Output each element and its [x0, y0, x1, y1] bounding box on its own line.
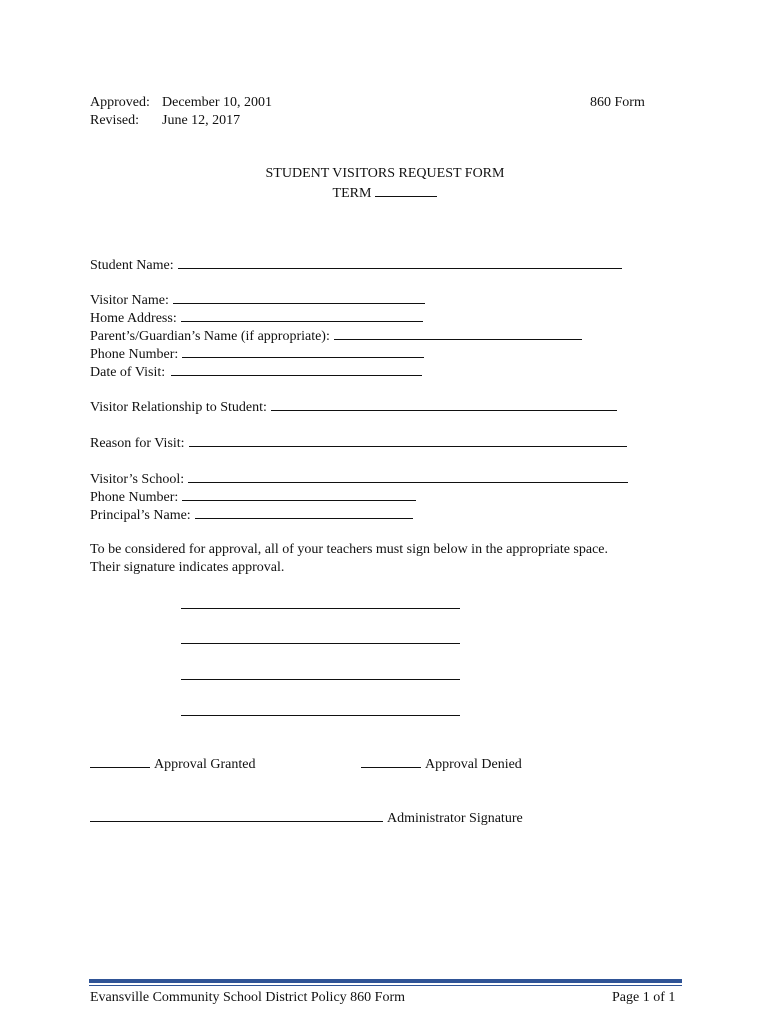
term-label: TERM [332, 186, 372, 201]
term-line [0, 183, 770, 203]
approval-denied-row [361, 754, 522, 774]
approval-denied-label: Approval Denied [425, 757, 522, 772]
approval-granted-field[interactable] [90, 754, 150, 768]
guardian-name-label: Parent’s/Guardian’s Name (if appropriate): [90, 329, 330, 344]
visitor-name-row [90, 290, 425, 310]
principal-name-row [90, 505, 413, 525]
relationship-row [90, 397, 617, 417]
reason-row [90, 433, 627, 453]
phone-number-field-1[interactable] [182, 344, 424, 358]
reason-field[interactable] [189, 433, 627, 447]
instructions-line-1: To be considered for approval, all of your teachers must sign below in the appropriate space. [90, 542, 609, 557]
relationship-field[interactable] [271, 397, 617, 411]
approved-date: December 10, 2001 [162, 95, 273, 110]
visitor-name-label: Visitor Name: [90, 293, 169, 308]
student-name-field[interactable] [178, 255, 622, 269]
teacher-signature-line-2[interactable] [181, 643, 460, 644]
home-address-row [90, 308, 423, 328]
phone-number-label-1: Phone Number: [90, 347, 179, 362]
home-address-field[interactable] [181, 308, 423, 322]
admin-signature-label: Administrator Signature [387, 811, 523, 826]
reason-label: Reason for Visit: [90, 436, 185, 451]
revised-date: June 12, 2017 [162, 113, 241, 128]
phone-number-label-2: Phone Number: [90, 490, 179, 505]
footer-page-number: Page 1 of 1 [612, 990, 676, 1005]
footer-policy: Evansville Community School District Policy 860 Form [90, 990, 405, 1005]
approval-denied-field[interactable] [361, 754, 421, 768]
form-title: STUDENT VISITORS REQUEST FORM [265, 166, 505, 181]
visitor-school-field[interactable] [188, 469, 628, 483]
phone-number-field-2[interactable] [182, 487, 416, 501]
revised-label: Revised: [90, 113, 139, 128]
home-address-label: Home Address: [90, 311, 177, 326]
phone-number-row-2 [90, 487, 416, 507]
term-field[interactable] [375, 183, 437, 197]
teacher-signature-line-1[interactable] [181, 608, 460, 609]
principal-name-field[interactable] [195, 505, 413, 519]
admin-signature-field[interactable] [90, 808, 383, 822]
visitor-school-label: Visitor’s School: [90, 472, 185, 487]
principal-name-label: Principal’s Name: [90, 508, 191, 523]
teacher-signature-line-3[interactable] [181, 679, 460, 680]
admin-signature-row [90, 808, 523, 828]
approval-granted-label: Approval Granted [154, 757, 256, 772]
footer-rule [89, 979, 682, 983]
phone-number-row-1 [90, 344, 424, 364]
approval-granted-row [90, 754, 255, 774]
date-of-visit-label: Date of Visit: [90, 365, 166, 380]
date-of-visit-row [90, 362, 422, 382]
teacher-signature-line-4[interactable] [181, 715, 460, 716]
footer-rule-thin [89, 985, 682, 986]
relationship-label: Visitor Relationship to Student: [90, 400, 267, 415]
date-of-visit-field[interactable] [171, 362, 422, 376]
visitor-school-row [90, 469, 628, 489]
guardian-name-row [90, 326, 582, 346]
approved-label: Approved: [90, 95, 150, 110]
guardian-name-field[interactable] [334, 326, 582, 340]
visitor-name-field[interactable] [173, 290, 425, 304]
student-name-row [90, 255, 622, 275]
instructions-line-2: Their signature indicates approval. [90, 560, 285, 575]
student-name-label: Student Name: [90, 258, 174, 273]
form-number: 860 Form [590, 95, 645, 110]
